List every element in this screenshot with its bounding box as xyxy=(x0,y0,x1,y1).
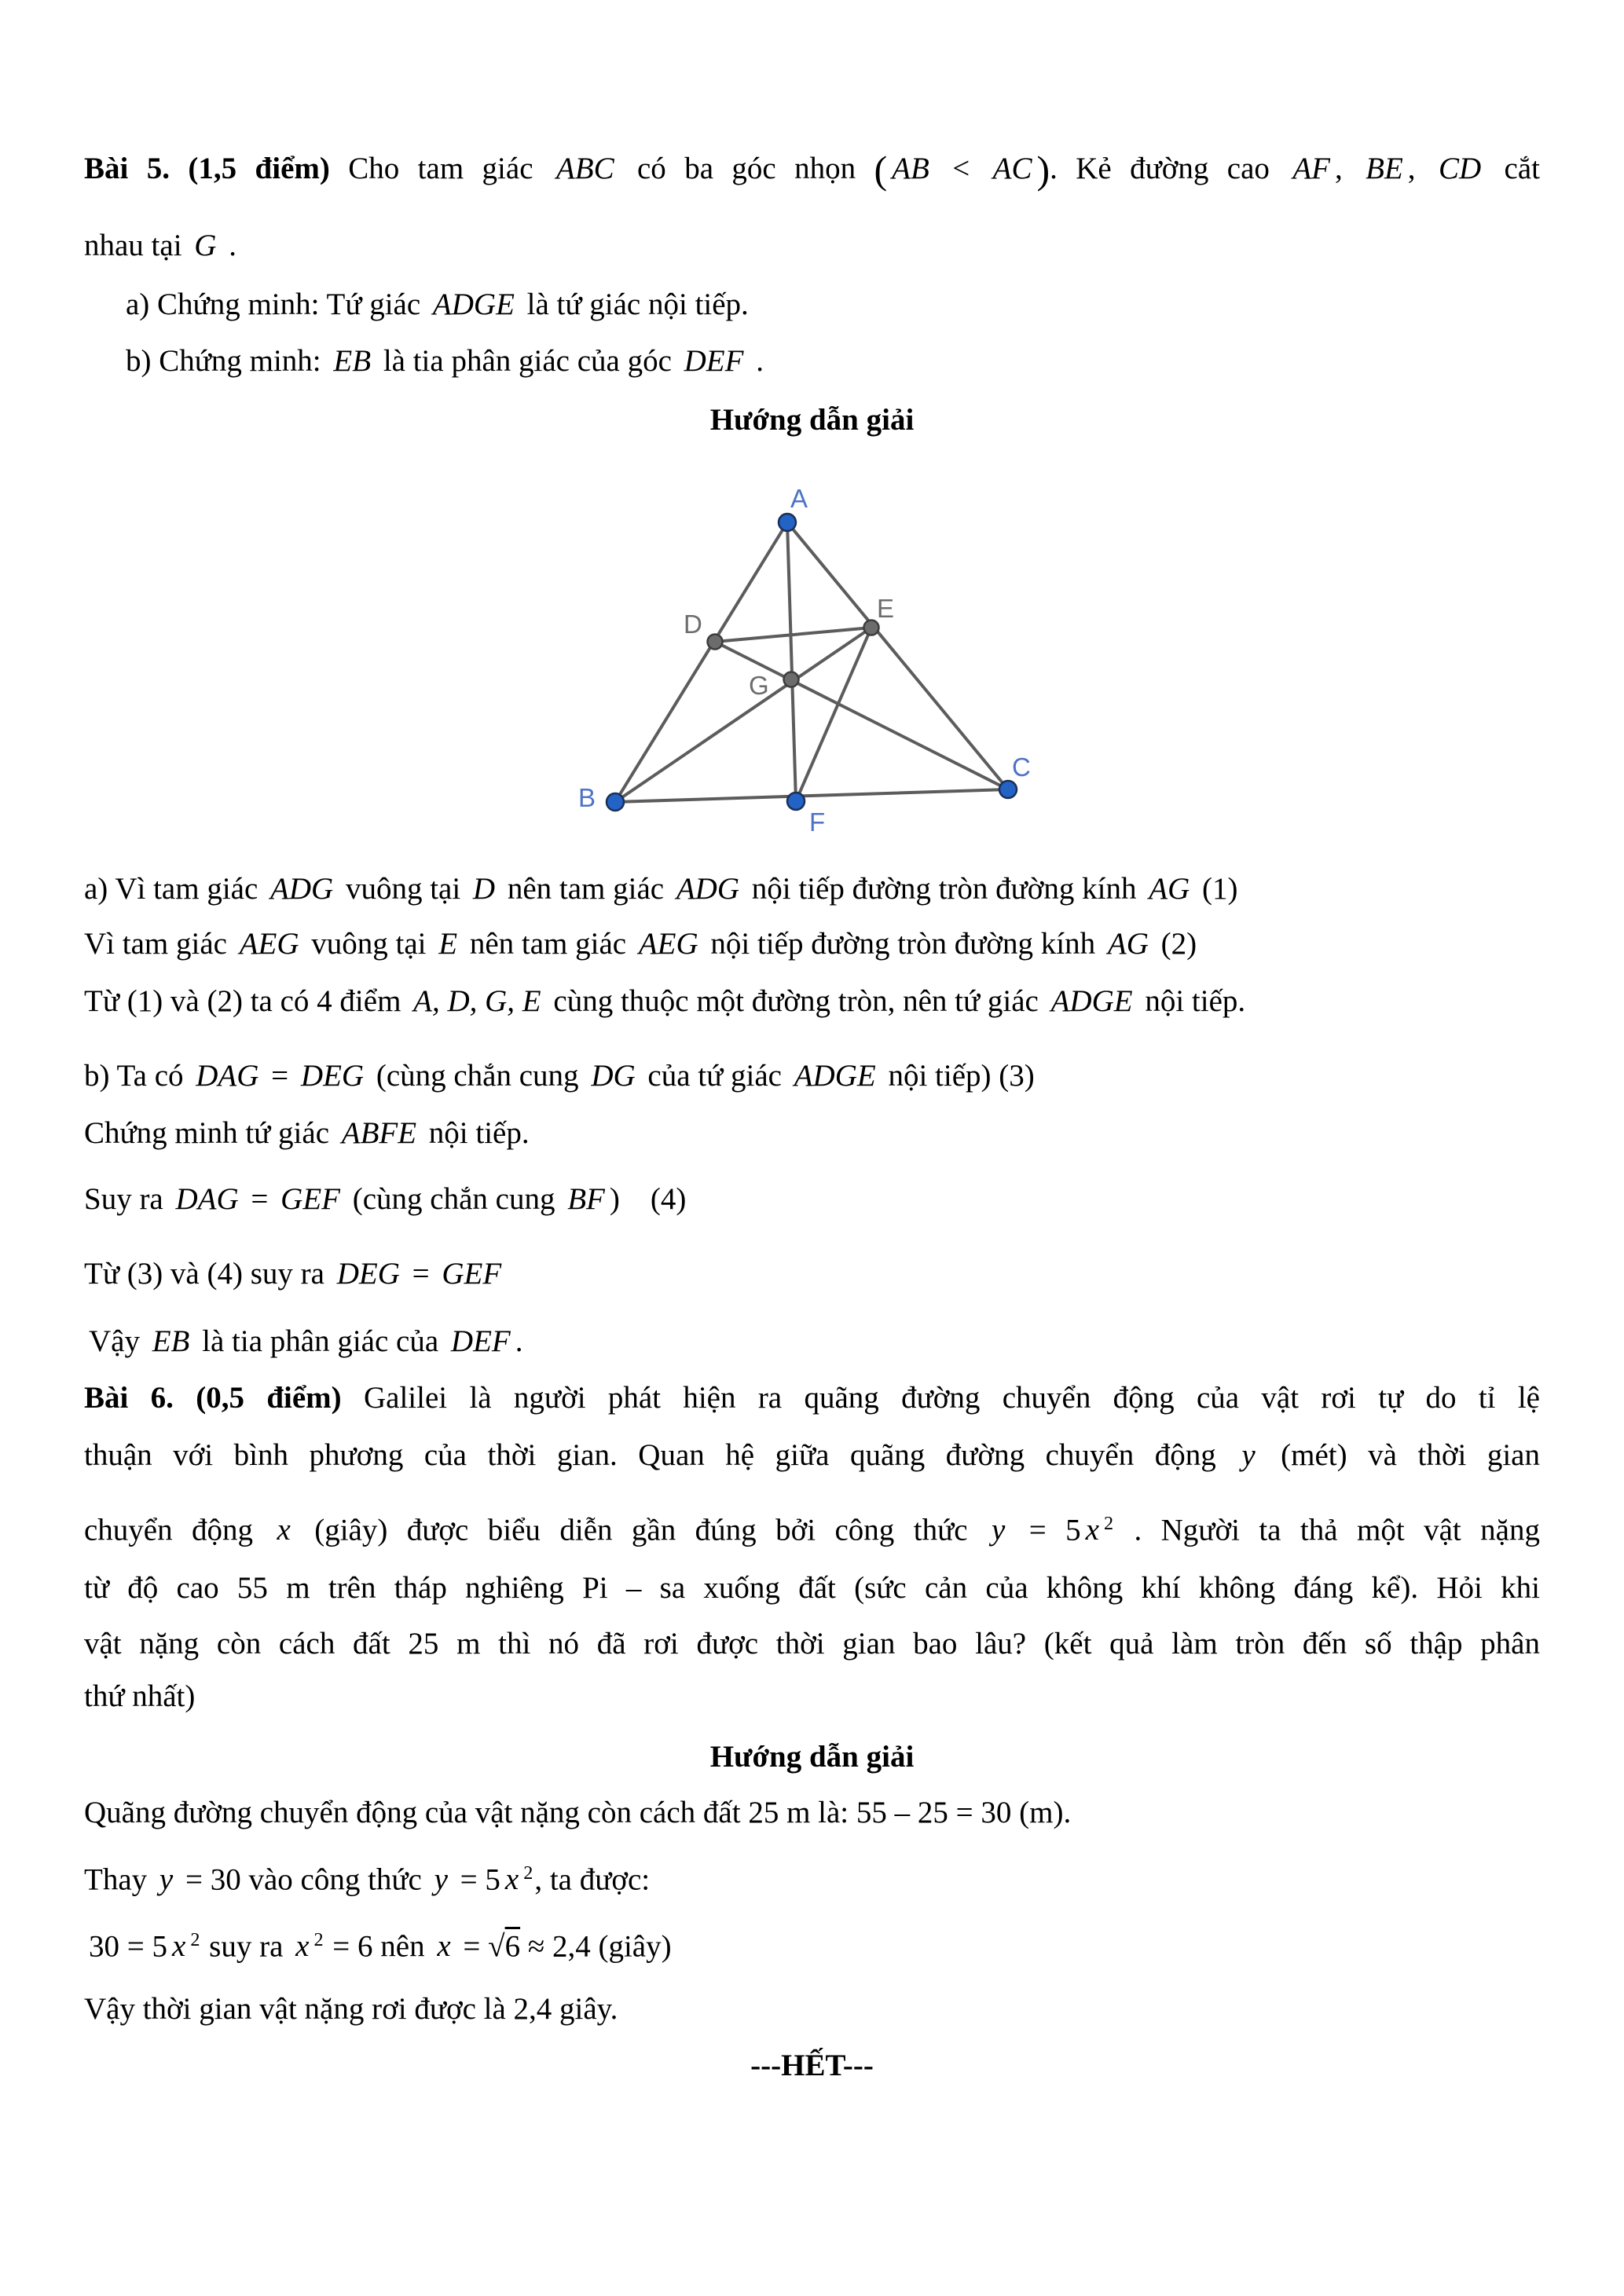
math-var: y xyxy=(1241,1438,1256,1472)
text-run: cùng thuộc một đường tròn, nên tứ giác xyxy=(545,984,1047,1018)
figure-label-F: F xyxy=(809,807,826,837)
figure-segment-AB xyxy=(615,522,787,802)
line-bai5-title xyxy=(84,148,1540,191)
math-var: E xyxy=(438,927,458,961)
math-var: AF xyxy=(1292,152,1330,185)
text-run: Chứng minh tứ giác xyxy=(84,1116,337,1150)
math-var: AG xyxy=(1107,927,1149,961)
text-run: là tia phân giác của góc xyxy=(376,344,680,378)
heading-huong-dan-giai-2 xyxy=(84,1737,1540,1778)
figure-point-D xyxy=(708,635,723,650)
text-run: Cho tam giác xyxy=(329,152,552,185)
math-var: BE xyxy=(1366,152,1403,185)
text-run: vuông tại xyxy=(338,872,468,906)
line-sol6-2 xyxy=(84,1853,650,1900)
math-var: x xyxy=(504,1862,519,1897)
math-var: DAG xyxy=(196,1059,259,1093)
text-run: là tia phân giác của xyxy=(194,1324,446,1358)
text-run: = xyxy=(404,1257,438,1291)
text-run: . xyxy=(748,344,764,378)
figure-point-A xyxy=(779,514,796,531)
text-run: của tứ giác xyxy=(640,1059,790,1093)
text-run: suy ra xyxy=(201,1929,291,1964)
text-run: = xyxy=(243,1182,277,1216)
line-sol-a-2 xyxy=(84,924,1197,965)
text-run: Vậy xyxy=(89,1324,148,1358)
text-run: b) Chứng minh: xyxy=(126,344,329,378)
text-run: Bài 5. (1,5 điểm) xyxy=(84,152,330,185)
math-var: DEF xyxy=(684,344,744,378)
math-var: ADGE xyxy=(432,287,515,321)
math-var: G xyxy=(194,229,217,262)
text-run: nội tiếp đường tròn đường kính xyxy=(702,927,1103,961)
text-run: Từ (1) và (2) ta có 4 điểm xyxy=(84,984,409,1018)
line-bai6-2 xyxy=(84,1435,1540,1476)
text-run: nên tam giác xyxy=(462,927,634,961)
text-run: . Kẻ đường cao xyxy=(1050,152,1289,185)
text-run: ---HẾT--- xyxy=(750,2049,874,2082)
text-run: = 30 vào công thức xyxy=(178,1862,430,1897)
math-var: GEF xyxy=(280,1182,340,1216)
text-run: vật nặng còn cách đất 25 m thì nó đã rơi được thời gian bao lâu? (kết quả làm tròn đến số thập phân xyxy=(84,1627,1540,1661)
text-run: b) Ta có xyxy=(84,1059,192,1093)
math-var: DG xyxy=(591,1059,636,1093)
line-het xyxy=(84,2045,1540,2086)
math-var: EB xyxy=(333,344,372,378)
math-var: AC xyxy=(992,152,1032,185)
line-sol6-1 xyxy=(84,1792,1071,1833)
line-bai5-given-2 xyxy=(84,225,236,266)
text-run: (giây) được biểu diễn gần đúng bởi công thức xyxy=(295,1513,987,1547)
text-run: . xyxy=(221,229,236,262)
math-var: DEG xyxy=(336,1257,400,1291)
line-bai6-5 xyxy=(84,1624,1540,1664)
line-bai6-3 xyxy=(84,1503,1540,1551)
math-var: x xyxy=(277,1513,291,1547)
text-run: có ba góc nhọn xyxy=(618,152,874,185)
text-run: (cùng chắn cung xyxy=(368,1059,587,1093)
figure-label-E: E xyxy=(877,594,895,623)
math-var: DEF xyxy=(450,1324,511,1358)
text-run: Thay xyxy=(84,1862,155,1897)
figure-segment-CD xyxy=(715,642,1008,789)
figure-segment-AC xyxy=(787,522,1008,789)
math-var: AG xyxy=(1149,872,1190,906)
text-run: (cùng chắn cung xyxy=(344,1182,563,1216)
text-run: , xyxy=(1334,152,1362,185)
geometry-figure xyxy=(519,463,1116,872)
text-run: 2 xyxy=(190,1929,200,1950)
text-run: ) (4) xyxy=(609,1182,687,1216)
text-run: = 5 xyxy=(452,1862,500,1897)
figure-point-C xyxy=(999,781,1017,798)
math-var: CD xyxy=(1438,152,1482,185)
figure-label-A: A xyxy=(790,484,808,513)
figure-label-D: D xyxy=(684,610,702,639)
math-var: A, D, G, E xyxy=(413,984,541,1018)
text-run: . Người ta thả một vật nặng xyxy=(1115,1513,1540,1547)
line-sol-b-3 xyxy=(84,1179,686,1220)
text-run: (2) xyxy=(1153,927,1197,961)
math-var: DAG xyxy=(175,1182,239,1216)
figure-point-B xyxy=(607,793,624,811)
math-var: y xyxy=(434,1862,448,1897)
figure-point-G xyxy=(784,672,799,687)
math-var: GEF xyxy=(442,1257,502,1291)
line-sol-a-3 xyxy=(84,981,1245,1022)
text-run: thuận với bình phương của thời gian. Quan hệ giữa quãng đường chuyển động xyxy=(84,1438,1237,1472)
text-run: cắt xyxy=(1486,152,1540,185)
figure-segment-BC xyxy=(615,789,1008,802)
math-var: ADGE xyxy=(794,1059,876,1093)
text-run: vuông tại xyxy=(303,927,434,961)
line-sol-b-2 xyxy=(84,1113,530,1154)
line-bai5-part-b xyxy=(126,341,764,382)
math-var: x xyxy=(295,1929,310,1964)
figure-label-G: G xyxy=(749,671,769,700)
text-run: ) xyxy=(1036,148,1050,192)
text-run: , ta được: xyxy=(534,1862,651,1897)
text-run: . xyxy=(515,1324,523,1358)
text-run: 6 xyxy=(504,1929,521,1964)
math-var: x xyxy=(437,1929,451,1964)
math-var: ADGE xyxy=(1050,984,1133,1018)
text-run: Galilei là người phát hiện ra quãng đường chuyển động của vật rơi tự do tỉ lệ xyxy=(341,1381,1540,1415)
text-run: Suy ra xyxy=(84,1182,171,1216)
line-sol-b-5 xyxy=(89,1321,522,1362)
text-run: thứ nhất) xyxy=(84,1679,196,1713)
text-run: ≈ 2,4 (giây) xyxy=(520,1929,672,1964)
figure-label-B: B xyxy=(578,783,596,812)
text-run: Từ (3) và (4) suy ra xyxy=(84,1257,332,1291)
text-run: nhau tại xyxy=(84,229,190,262)
line-bai6-title xyxy=(84,1378,1540,1419)
math-var: x xyxy=(172,1929,186,1964)
line-bai5-part-a xyxy=(126,284,749,325)
math-var: D xyxy=(472,872,496,906)
math-var: ADG xyxy=(676,872,739,906)
line-sol6-4 xyxy=(84,1989,618,2030)
math-var: AB xyxy=(892,152,929,185)
text-run: = √ xyxy=(455,1929,505,1964)
math-var: DEG xyxy=(300,1059,365,1093)
text-run: nội tiếp. xyxy=(421,1116,530,1150)
text-run: (1) xyxy=(1194,872,1238,906)
text-run: Bài 6. (0,5 điểm) xyxy=(84,1381,342,1415)
text-run: nội tiếp đường tròn đường kính xyxy=(744,872,1145,906)
text-run: a) Chứng minh: Tứ giác xyxy=(126,287,428,321)
text-run: là tứ giác nội tiếp. xyxy=(519,287,749,321)
math-var: ABFE xyxy=(341,1116,417,1150)
math-var: BF xyxy=(567,1182,605,1216)
line-sol-b-1 xyxy=(84,1056,1035,1097)
text-run: 2 xyxy=(313,1929,324,1950)
math-var: x xyxy=(1085,1513,1099,1547)
text-run: (mét) và thời gian xyxy=(1259,1438,1540,1472)
text-run: nên tam giác xyxy=(500,872,672,906)
text-run: 2 xyxy=(523,1862,533,1884)
text-run: chuyển động xyxy=(84,1513,273,1547)
text-run: a) Vì tam giác xyxy=(84,872,266,906)
line-bai6-4 xyxy=(84,1568,1540,1609)
text-run: Vậy thời gian vật nặng rơi được là 2,4 giây. xyxy=(84,1992,618,2026)
text-run: , xyxy=(1407,152,1434,185)
figure-segment-DE xyxy=(715,628,871,642)
text-run: Hướng dẫn giải xyxy=(709,1740,915,1774)
math-var: ABC xyxy=(555,152,614,185)
math-var: y xyxy=(159,1862,174,1897)
heading-huong-dan-giai-1 xyxy=(84,400,1540,441)
text-run: Hướng dẫn giải xyxy=(709,403,915,437)
figure-label-C: C xyxy=(1012,753,1031,782)
text-run: nội tiếp) (3) xyxy=(880,1059,1035,1093)
figure-segment-AF xyxy=(787,522,796,801)
text-run: Quãng đường chuyển động của vật nặng còn cách đất 25 m là: 55 – 25 = 30 (m). xyxy=(84,1796,1072,1829)
text-run: = xyxy=(263,1059,296,1093)
text-run: 2 xyxy=(1103,1513,1114,1534)
text-run: ( xyxy=(874,148,888,192)
text-run: < xyxy=(933,152,988,185)
math-var: ADG xyxy=(270,872,334,906)
text-run: = 6 nên xyxy=(324,1929,433,1964)
math-var: EB xyxy=(152,1324,190,1358)
math-var: y xyxy=(991,1513,1006,1547)
line-sol-a-1 xyxy=(84,869,1237,910)
figure-point-F xyxy=(787,793,805,810)
text-run: nội tiếp. xyxy=(1137,984,1246,1018)
line-bai6-6 xyxy=(84,1676,195,1717)
text-run: 30 = 5 xyxy=(89,1929,167,1964)
text-run: Vì tam giác xyxy=(84,927,235,961)
line-sol-b-4 xyxy=(84,1254,506,1294)
math-var: AEG xyxy=(638,927,698,961)
text-run: từ độ cao 55 m trên tháp nghiêng Pi – sa xuống đất (sức cản của không khí không đáng kể). Hỏi khi xyxy=(84,1571,1540,1605)
math-var: AEG xyxy=(239,927,299,961)
text-run: = 5 xyxy=(1010,1513,1081,1547)
line-sol6-3 xyxy=(89,1920,672,1967)
